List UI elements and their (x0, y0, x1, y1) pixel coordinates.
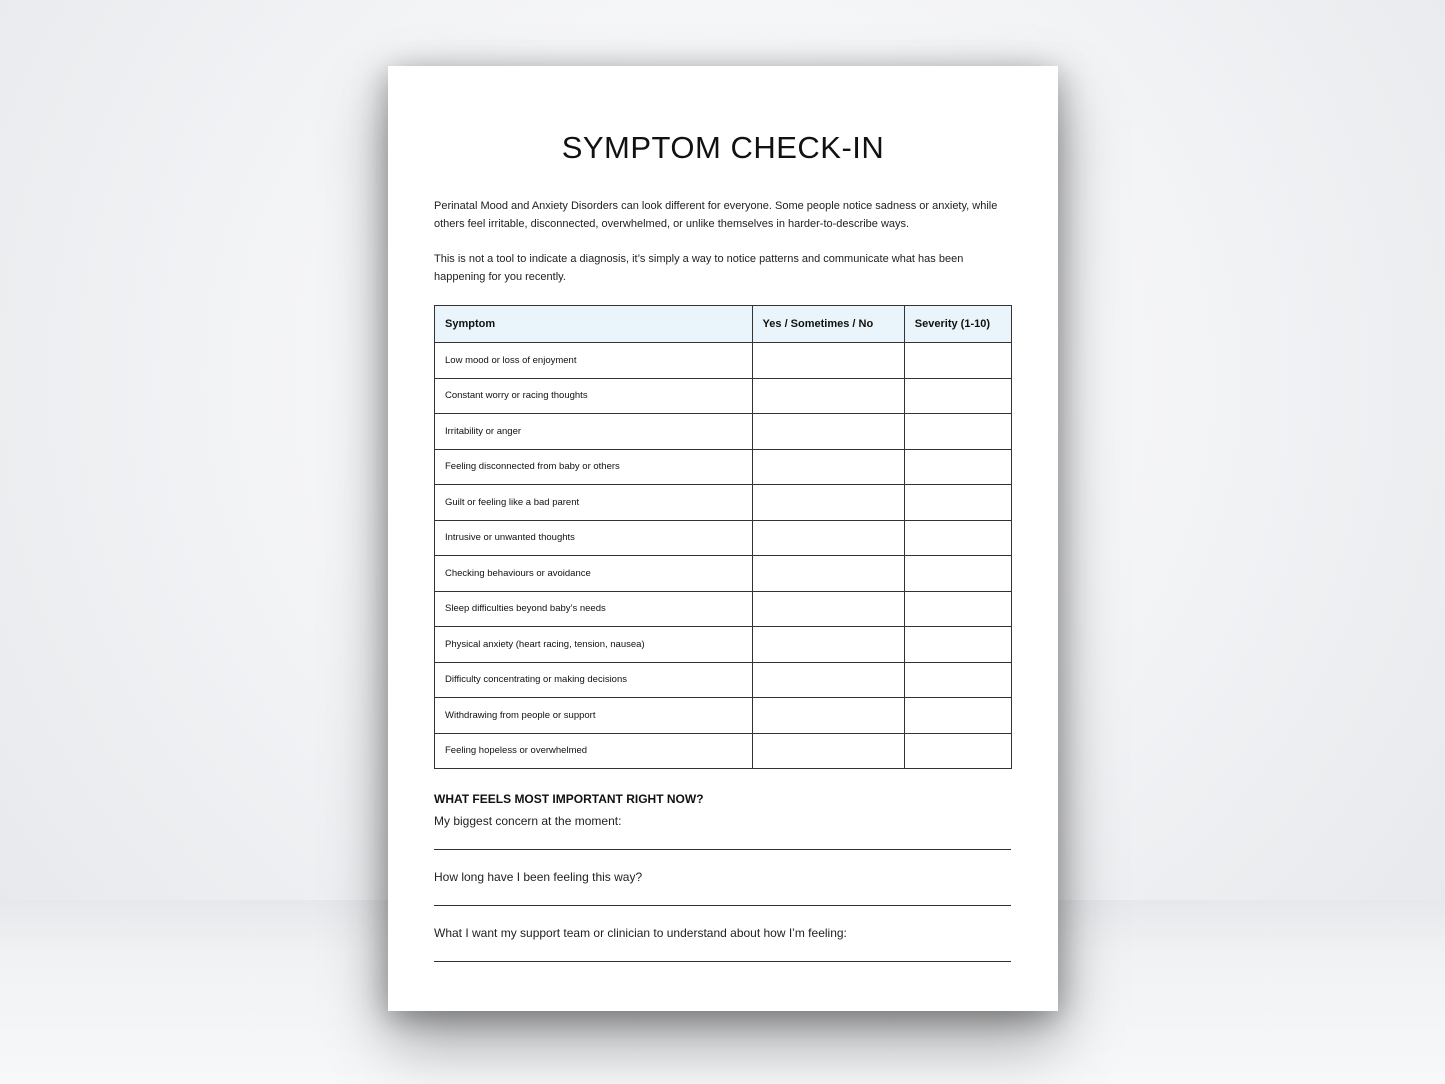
symptom-cell: Physical anxiety (heart racing, tension, nausea) (435, 627, 753, 663)
frequency-cell[interactable] (752, 378, 904, 414)
symptom-table (434, 305, 1012, 769)
table-row (435, 733, 1012, 769)
table-row (435, 414, 1012, 450)
answer-line-biggest-concern[interactable] (434, 849, 1011, 850)
symptom-cell: Withdrawing from people or support (435, 698, 753, 734)
symptom-cell: Guilt or feeling like a bad parent (435, 485, 753, 521)
header-frequency: Yes / Sometimes / No (752, 306, 904, 343)
table-header-row (435, 306, 1012, 343)
table-row (435, 485, 1012, 521)
severity-cell[interactable] (904, 414, 1011, 450)
prompt-biggest-concern: My biggest concern at the moment: (434, 814, 622, 828)
answer-line-support-team[interactable] (434, 961, 1011, 962)
frequency-cell[interactable] (752, 414, 904, 450)
frequency-cell[interactable] (752, 343, 904, 379)
frequency-cell[interactable] (752, 627, 904, 663)
prompt-support-team: What I want my support team or clinician to understand about how I’m feeling: (434, 926, 847, 940)
frequency-cell[interactable] (752, 556, 904, 592)
severity-cell[interactable] (904, 627, 1011, 663)
frequency-cell[interactable] (752, 698, 904, 734)
table-row (435, 698, 1012, 734)
page-title: SYMPTOM CHECK-IN (561, 130, 885, 165)
document-page (388, 66, 1058, 1011)
frequency-cell[interactable] (752, 662, 904, 698)
severity-cell[interactable] (904, 556, 1011, 592)
frequency-cell[interactable] (752, 520, 904, 556)
severity-cell[interactable] (904, 698, 1011, 734)
table-row (435, 591, 1012, 627)
header-symptom: Symptom (435, 306, 753, 343)
table-row (435, 343, 1012, 379)
frequency-cell[interactable] (752, 485, 904, 521)
symptom-cell: Difficulty concentrating or making decisions (435, 662, 753, 698)
table-row (435, 662, 1012, 698)
intro-paragraph-2: This is not a tool to indicate a diagnosis, it’s simply a way to notice patterns and communicate what has been happening for you recently. (434, 253, 964, 283)
severity-cell[interactable] (904, 591, 1011, 627)
table-row (435, 449, 1012, 485)
severity-cell[interactable] (904, 378, 1011, 414)
severity-cell[interactable] (904, 520, 1011, 556)
intro-paragraph-1: Perinatal Mood and Anxiety Disorders can look different for everyone. Some people notice sadness or anxiety, while others feel irritable, disconnected, overwhelmed, or unlike themselves in harder-to-describe ways. (434, 200, 998, 230)
table-row (435, 378, 1012, 414)
prompt-duration: How long have I been feeling this way? (434, 870, 643, 884)
table-row (435, 627, 1012, 663)
symptom-cell: Low mood or loss of enjoyment (435, 343, 753, 379)
frequency-cell[interactable] (752, 449, 904, 485)
table-row (435, 556, 1012, 592)
reflection-heading: WHAT FEELS MOST IMPORTANT RIGHT NOW? (434, 792, 704, 806)
severity-cell[interactable] (904, 449, 1011, 485)
severity-cell[interactable] (904, 343, 1011, 379)
header-severity: Severity (1-10) (904, 306, 1011, 343)
severity-cell[interactable] (904, 733, 1011, 769)
answer-line-duration[interactable] (434, 905, 1011, 906)
severity-cell[interactable] (904, 662, 1011, 698)
symptom-cell: Feeling disconnected from baby or others (435, 449, 753, 485)
symptom-cell: Feeling hopeless or overwhelmed (435, 733, 753, 769)
table-row (435, 520, 1012, 556)
symptom-cell: Constant worry or racing thoughts (435, 378, 753, 414)
symptom-cell: Irritability or anger (435, 414, 753, 450)
frequency-cell[interactable] (752, 733, 904, 769)
symptom-cell: Sleep difficulties beyond baby’s needs (435, 591, 753, 627)
severity-cell[interactable] (904, 485, 1011, 521)
symptom-cell: Intrusive or unwanted thoughts (435, 520, 753, 556)
frequency-cell[interactable] (752, 591, 904, 627)
symptom-cell: Checking behaviours or avoidance (435, 556, 753, 592)
